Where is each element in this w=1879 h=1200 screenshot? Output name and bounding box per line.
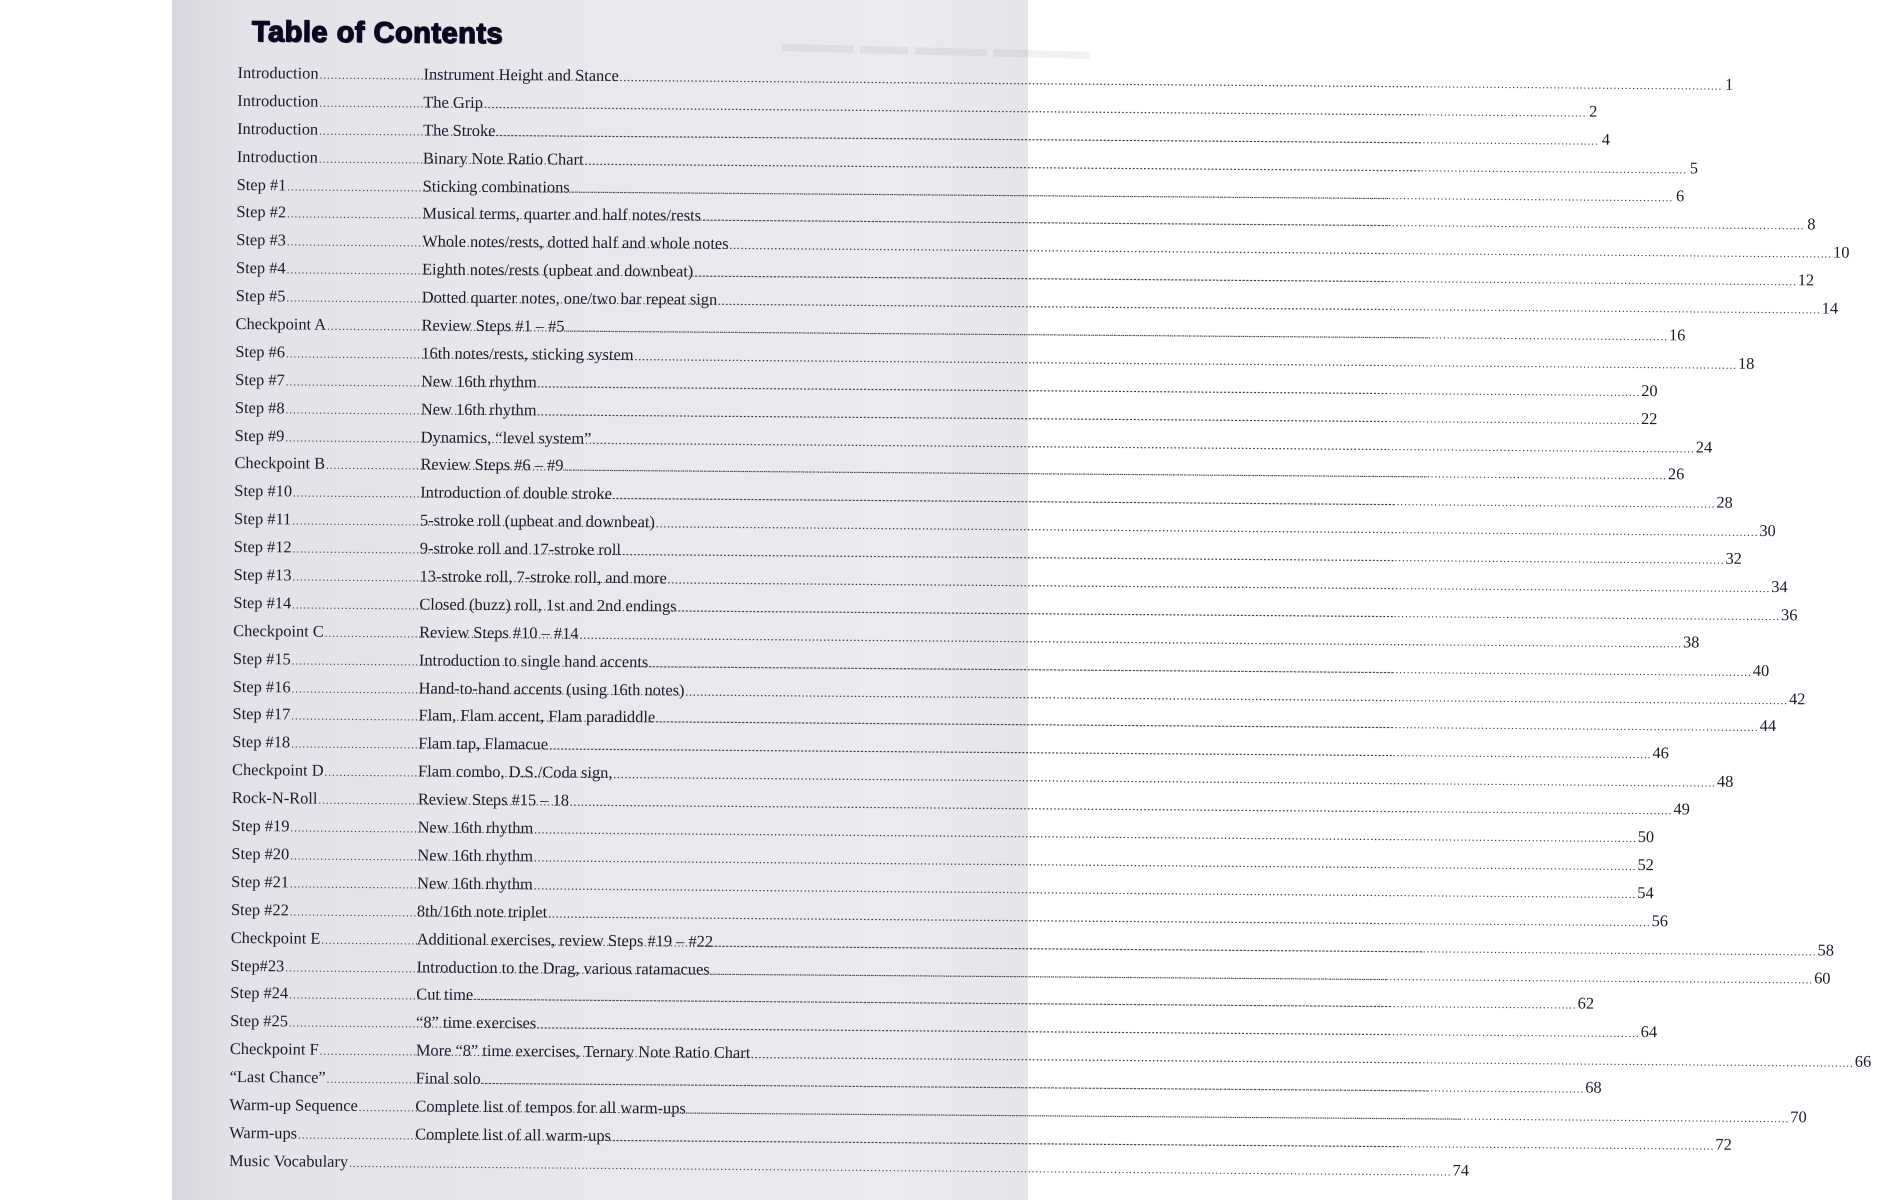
toc-section-cell bbox=[237, 91, 423, 112]
toc-section-label: Introduction bbox=[236, 146, 319, 167]
toc-section-label: Step #25 bbox=[230, 1011, 289, 1031]
toc-description-cell bbox=[417, 901, 1652, 931]
toc-description-cell bbox=[423, 92, 1587, 121]
toc-page-number: 64 bbox=[1640, 1022, 1658, 1042]
dot-leader bbox=[565, 323, 1668, 344]
dot-leader bbox=[678, 602, 1781, 623]
toc-section-label: Step #5 bbox=[235, 286, 286, 306]
toc-description: Final solo bbox=[415, 1068, 481, 1089]
toc-section-label: Step #3 bbox=[236, 230, 286, 250]
toc-section-label: Step #4 bbox=[235, 258, 286, 278]
toc-description: Flam combo, D.S./Coda sign, bbox=[417, 761, 613, 783]
toc-section-label: Step #19 bbox=[231, 816, 290, 836]
toc-section-label: Checkpoint C bbox=[233, 620, 324, 641]
toc-description: Hand-to-hand accents (using 16th notes) bbox=[418, 678, 685, 700]
toc-section-cell bbox=[236, 230, 422, 251]
dot-leader bbox=[694, 268, 1797, 289]
toc-section-cell bbox=[236, 314, 422, 335]
toc-page-number: 49 bbox=[1673, 799, 1690, 819]
toc-section-cell bbox=[229, 1151, 1453, 1181]
toc-section-cell bbox=[235, 398, 421, 419]
toc-description: Complete list of tempos for all warm-ups bbox=[415, 1096, 686, 1118]
page-title: Table of Contents bbox=[251, 16, 504, 51]
toc-page-number: 42 bbox=[1788, 688, 1806, 708]
toc-description-cell bbox=[419, 622, 1683, 652]
dot-leader bbox=[687, 1105, 1790, 1126]
toc-description-cell bbox=[415, 1124, 1715, 1154]
toc-description: Flam tap, Flamacue bbox=[418, 733, 549, 754]
toc-section-label: Step #14 bbox=[233, 592, 292, 613]
toc-description-cell bbox=[421, 315, 1669, 345]
toc-section-cell bbox=[233, 593, 419, 614]
toc-page-number: 38 bbox=[1682, 632, 1700, 652]
toc-section-label: Step #15 bbox=[232, 648, 291, 669]
toc-description-cell bbox=[422, 288, 1822, 319]
toc-section-cell bbox=[230, 1039, 416, 1060]
dot-leader bbox=[538, 378, 1641, 399]
dot-leader bbox=[668, 574, 1771, 595]
toc-description-cell bbox=[417, 873, 1637, 903]
toc-page-number: 32 bbox=[1725, 548, 1742, 568]
dot-leader bbox=[474, 991, 1577, 1012]
dot-leader bbox=[537, 406, 1640, 427]
toc-description-cell bbox=[417, 845, 1637, 875]
toc-section-label: Step #20 bbox=[231, 843, 290, 864]
toc-page-number: 46 bbox=[1652, 743, 1669, 763]
toc-section-cell bbox=[229, 1123, 415, 1144]
dot-leader bbox=[685, 686, 1788, 707]
toc-section-cell bbox=[229, 1095, 415, 1116]
toc-page-number: 16 bbox=[1668, 325, 1686, 345]
toc-description-cell bbox=[420, 566, 1772, 597]
toc-section-cell bbox=[232, 816, 418, 837]
toc-section-cell bbox=[234, 565, 420, 586]
toc-section-label: Step #22 bbox=[230, 899, 289, 920]
toc-page-number: 56 bbox=[1651, 910, 1669, 930]
toc-description-cell bbox=[423, 176, 1675, 206]
toc-description: New 16th rhythm bbox=[417, 873, 533, 894]
toc-description: Dotted quarter notes, one/two bar repeat sign bbox=[421, 287, 718, 309]
dot-leader bbox=[585, 155, 1688, 176]
toc-section-cell bbox=[235, 426, 421, 447]
toc-description-cell bbox=[418, 790, 1674, 820]
dot-leader bbox=[484, 99, 1587, 120]
toc-page-number: 20 bbox=[1641, 380, 1658, 400]
toc-section-cell bbox=[236, 258, 422, 279]
toc-list bbox=[228, 62, 1872, 1184]
dot-leader bbox=[496, 127, 1599, 148]
dot-leader bbox=[570, 797, 1673, 818]
toc-description: Introduction of double stroke bbox=[420, 482, 612, 504]
toc-page-number: 66 bbox=[1854, 1051, 1872, 1072]
toc-section-cell bbox=[237, 147, 423, 168]
toc-description: Review Steps #6 – #9 bbox=[420, 454, 564, 476]
dot-leader bbox=[656, 714, 1759, 735]
toc-description-cell bbox=[421, 427, 1696, 457]
toc-description-cell bbox=[416, 1013, 1641, 1043]
toc-description: Dynamics, “level system” bbox=[420, 427, 592, 448]
toc-page-number: 2 bbox=[1589, 101, 1598, 121]
toc-section-label: Introduction bbox=[237, 62, 319, 83]
toc-description-cell bbox=[423, 148, 1688, 178]
toc-description-cell bbox=[419, 594, 1781, 625]
toc-section-label: Checkpoint A bbox=[235, 314, 327, 334]
dot-leader bbox=[622, 546, 1725, 567]
toc-page-number: 50 bbox=[1637, 827, 1655, 847]
dot-leader bbox=[656, 519, 1759, 540]
toc-section-label: Checkpoint B bbox=[234, 453, 326, 474]
toc-section-cell bbox=[230, 983, 416, 1004]
toc-section-cell bbox=[234, 537, 420, 558]
dot-leader bbox=[613, 769, 1716, 790]
toc-section-cell bbox=[232, 760, 418, 781]
toc-section-label: Checkpoint E bbox=[230, 927, 321, 948]
toc-description-cell bbox=[418, 706, 1759, 737]
dot-leader bbox=[718, 296, 1821, 317]
toc-page-number: 8 bbox=[1807, 214, 1816, 234]
toc-page-number: 30 bbox=[1759, 521, 1776, 541]
toc-description-cell bbox=[417, 929, 1818, 960]
toc-page-number: 52 bbox=[1637, 854, 1654, 875]
toc-section-cell bbox=[237, 63, 423, 84]
toc-section-cell bbox=[231, 928, 417, 949]
toc-section-label: Step #8 bbox=[234, 397, 285, 418]
dot-leader bbox=[620, 72, 1723, 93]
dot-leader bbox=[612, 1132, 1715, 1153]
toc-section-label: Introduction bbox=[237, 118, 319, 139]
toc-page-number: 44 bbox=[1759, 716, 1777, 736]
toc-section-label: Step #17 bbox=[232, 704, 291, 724]
toc-description-cell bbox=[421, 371, 1641, 401]
toc-description: 16th notes/rests, sticking system bbox=[421, 343, 634, 365]
dot-leader bbox=[549, 741, 1652, 762]
toc-description-cell bbox=[420, 511, 1759, 542]
toc-content bbox=[228, 16, 1872, 1184]
toc-description: Cut time bbox=[416, 984, 474, 1005]
toc-section-label: Step #6 bbox=[235, 341, 286, 362]
toc-section-label: Step #1 bbox=[236, 174, 287, 194]
toc-page-number: 26 bbox=[1667, 464, 1685, 484]
document-page bbox=[172, 0, 1872, 1200]
toc-section-label: Checkpoint D bbox=[232, 760, 324, 780]
toc-section-cell bbox=[232, 788, 418, 809]
toc-description: Introduction to the Drag, various ratamacues bbox=[416, 956, 710, 979]
toc-section-cell bbox=[235, 370, 421, 391]
toc-description: The Stroke bbox=[423, 120, 496, 140]
toc-description: Complete list of all warm-ups bbox=[415, 1124, 612, 1145]
toc-section-cell bbox=[232, 732, 418, 753]
toc-section-label: Step #13 bbox=[233, 565, 292, 585]
toc-description: “8” time exercises bbox=[416, 1012, 537, 1033]
toc-description: Review Steps #15 – 18 bbox=[417, 789, 570, 810]
toc-section-label: Step#23 bbox=[230, 955, 285, 975]
toc-description: Flam, Flam accent, Flam paradiddle bbox=[418, 705, 656, 727]
toc-description: More “8” time exercises, Ternary Note Ratio Chart bbox=[415, 1040, 751, 1063]
toc-description: New 16th rhythm bbox=[420, 399, 537, 420]
toc-section-label: Step #24 bbox=[230, 983, 289, 1003]
toc-description-cell bbox=[416, 985, 1578, 1014]
toc-section-cell bbox=[230, 1011, 416, 1032]
toc-page-number: 70 bbox=[1790, 1107, 1807, 1127]
toc-section-label: Warm-ups bbox=[229, 1122, 298, 1143]
toc-page-number: 34 bbox=[1771, 577, 1788, 597]
toc-description-cell bbox=[422, 232, 1833, 263]
toc-page-number: 72 bbox=[1715, 1134, 1732, 1154]
toc-description-cell bbox=[418, 762, 1717, 792]
toc-page-number: 12 bbox=[1797, 270, 1815, 290]
toc-description: Musical terms, quarter and half notes/rests bbox=[422, 203, 702, 226]
toc-section-label: Step #16 bbox=[232, 676, 291, 697]
dot-leader bbox=[730, 240, 1833, 261]
dot-leader bbox=[579, 630, 1682, 651]
toc-description: 13-stroke roll, 7-stroke roll, and more bbox=[419, 566, 667, 588]
toc-section-cell bbox=[230, 1067, 416, 1088]
toc-page-number: 6 bbox=[1675, 185, 1685, 205]
toc-description-cell bbox=[422, 204, 1805, 235]
toc-section-label: Step #11 bbox=[233, 509, 292, 529]
toc-section-cell bbox=[237, 119, 423, 140]
toc-description: New 16th rhythm bbox=[417, 845, 534, 866]
toc-page-number: 60 bbox=[1814, 967, 1831, 988]
toc-description: Review Steps #1 – #5 bbox=[421, 315, 565, 336]
toc-page-number: 58 bbox=[1817, 940, 1835, 960]
toc-description-cell bbox=[422, 260, 1798, 291]
toc-page-number: 5 bbox=[1689, 158, 1699, 178]
toc-section-cell bbox=[232, 704, 418, 725]
toc-description-cell bbox=[420, 455, 1668, 485]
toc-description-cell bbox=[421, 343, 1738, 373]
toc-page-number: 28 bbox=[1716, 492, 1733, 513]
toc-section-cell bbox=[231, 872, 417, 893]
toc-page-number: 74 bbox=[1452, 1160, 1470, 1180]
toc-section-label: Step #10 bbox=[234, 481, 293, 501]
toc-page-number: 14 bbox=[1821, 298, 1839, 318]
toc-page-number: 68 bbox=[1585, 1077, 1602, 1097]
toc-description-cell bbox=[416, 1041, 1855, 1072]
toc-description: Additional exercises, review Steps #19 – #22 bbox=[416, 929, 714, 951]
toc-description-cell bbox=[423, 120, 1600, 149]
dot-leader bbox=[534, 852, 1637, 873]
dot-leader bbox=[534, 824, 1637, 845]
dot-leader bbox=[613, 490, 1716, 511]
dot-leader bbox=[751, 1049, 1854, 1070]
toc-section-cell bbox=[235, 342, 421, 363]
toc-section-label: Rock-N-Roll bbox=[231, 788, 318, 808]
dot-leader bbox=[349, 1158, 1452, 1179]
toc-section-cell bbox=[236, 202, 422, 223]
toc-section-cell bbox=[231, 900, 417, 921]
dot-leader bbox=[548, 908, 1651, 929]
toc-section-label: Step #7 bbox=[235, 369, 285, 390]
toc-description: Review Steps #10 – #14 bbox=[419, 622, 579, 643]
dot-leader bbox=[537, 1020, 1640, 1041]
toc-page-number: 1 bbox=[1725, 74, 1734, 94]
toc-section-cell bbox=[234, 481, 420, 502]
toc-description-cell bbox=[423, 64, 1723, 94]
toc-description-cell bbox=[415, 1096, 1790, 1127]
dot-leader bbox=[714, 937, 1817, 958]
toc-description-cell bbox=[419, 678, 1789, 709]
toc-section-label: Checkpoint F bbox=[229, 1039, 319, 1059]
toc-description: 9-stroke roll and 17-stroke roll bbox=[419, 538, 622, 560]
toc-description-cell bbox=[418, 817, 1638, 847]
toc-description-cell bbox=[416, 957, 1814, 988]
dot-leader bbox=[534, 880, 1637, 901]
toc-section-label: Warm-up Sequence bbox=[229, 1094, 358, 1115]
toc-description: Closed (buzz) roll, 1st and 2nd endings bbox=[419, 594, 677, 616]
toc-section-cell bbox=[234, 509, 420, 530]
toc-page-number: 22 bbox=[1640, 408, 1658, 428]
dot-leader bbox=[592, 434, 1695, 455]
toc-page-number: 18 bbox=[1737, 353, 1755, 373]
toc-page-number: 10 bbox=[1832, 242, 1850, 263]
toc-description: New 16th rhythm bbox=[421, 371, 537, 392]
dot-leader bbox=[711, 965, 1814, 986]
toc-description-cell bbox=[419, 650, 1753, 680]
toc-section-label: Introduction bbox=[237, 90, 319, 111]
toc-page-number: 40 bbox=[1752, 660, 1770, 680]
dot-leader bbox=[634, 351, 1737, 372]
toc-description-cell bbox=[418, 734, 1652, 764]
toc-section-cell bbox=[236, 286, 422, 307]
toc-section-cell bbox=[233, 677, 419, 698]
toc-section-label: Step #12 bbox=[233, 537, 292, 557]
toc-description: 8th/16th note triplet bbox=[416, 901, 548, 922]
dot-leader bbox=[649, 658, 1752, 679]
toc-section-cell bbox=[233, 621, 419, 642]
toc-section-cell bbox=[237, 175, 423, 196]
toc-description-cell bbox=[421, 399, 1641, 429]
toc-description-cell bbox=[420, 483, 1716, 513]
toc-section-label: Step #9 bbox=[234, 425, 285, 445]
dot-leader bbox=[482, 1075, 1585, 1096]
toc-section-label: Step #2 bbox=[236, 202, 287, 222]
toc-page-number: 36 bbox=[1780, 605, 1798, 625]
toc-description: The Grip bbox=[423, 92, 484, 112]
toc-entry bbox=[228, 1150, 1470, 1185]
toc-description: Instrument Height and Stance bbox=[423, 64, 619, 85]
toc-page-number: 4 bbox=[1601, 129, 1611, 149]
toc-description: Whole notes/rests, dotted half and whole notes bbox=[422, 231, 729, 254]
toc-section-cell bbox=[233, 649, 419, 670]
toc-section-cell bbox=[230, 955, 416, 976]
toc-section-label: Step #18 bbox=[232, 732, 291, 752]
toc-description: 5-stroke roll (upbeat and downbeat) bbox=[419, 510, 655, 532]
toc-section-label: Music Vocabulary bbox=[228, 1150, 349, 1171]
bleed-through-text: ▬▬▬ ▬▬ ▬▬▬ ▬▬▬▬ bbox=[781, 30, 1090, 66]
toc-section-label: Step #21 bbox=[231, 871, 290, 892]
toc-page-number: 54 bbox=[1637, 882, 1654, 902]
toc-description-cell bbox=[420, 539, 1726, 569]
dot-leader bbox=[702, 212, 1805, 233]
toc-section-label: “Last Chance” bbox=[229, 1067, 326, 1087]
toc-description: Introduction to single hand accents bbox=[418, 650, 649, 671]
toc-description: New 16th rhythm bbox=[417, 817, 534, 838]
dot-leader bbox=[564, 462, 1667, 483]
toc-section-cell bbox=[231, 844, 417, 865]
toc-page-number: 24 bbox=[1695, 437, 1713, 457]
toc-page-number: 48 bbox=[1716, 771, 1734, 792]
toc-description-cell bbox=[416, 1068, 1586, 1097]
toc-description: Eighth notes/rests (upbeat and downbeat) bbox=[421, 259, 694, 281]
toc-page-number: 62 bbox=[1577, 993, 1595, 1014]
dot-leader bbox=[571, 183, 1674, 204]
toc-description: Sticking combinations bbox=[422, 176, 570, 197]
toc-description: Binary Note Ratio Chart bbox=[422, 148, 584, 169]
toc-section-cell bbox=[234, 453, 420, 474]
